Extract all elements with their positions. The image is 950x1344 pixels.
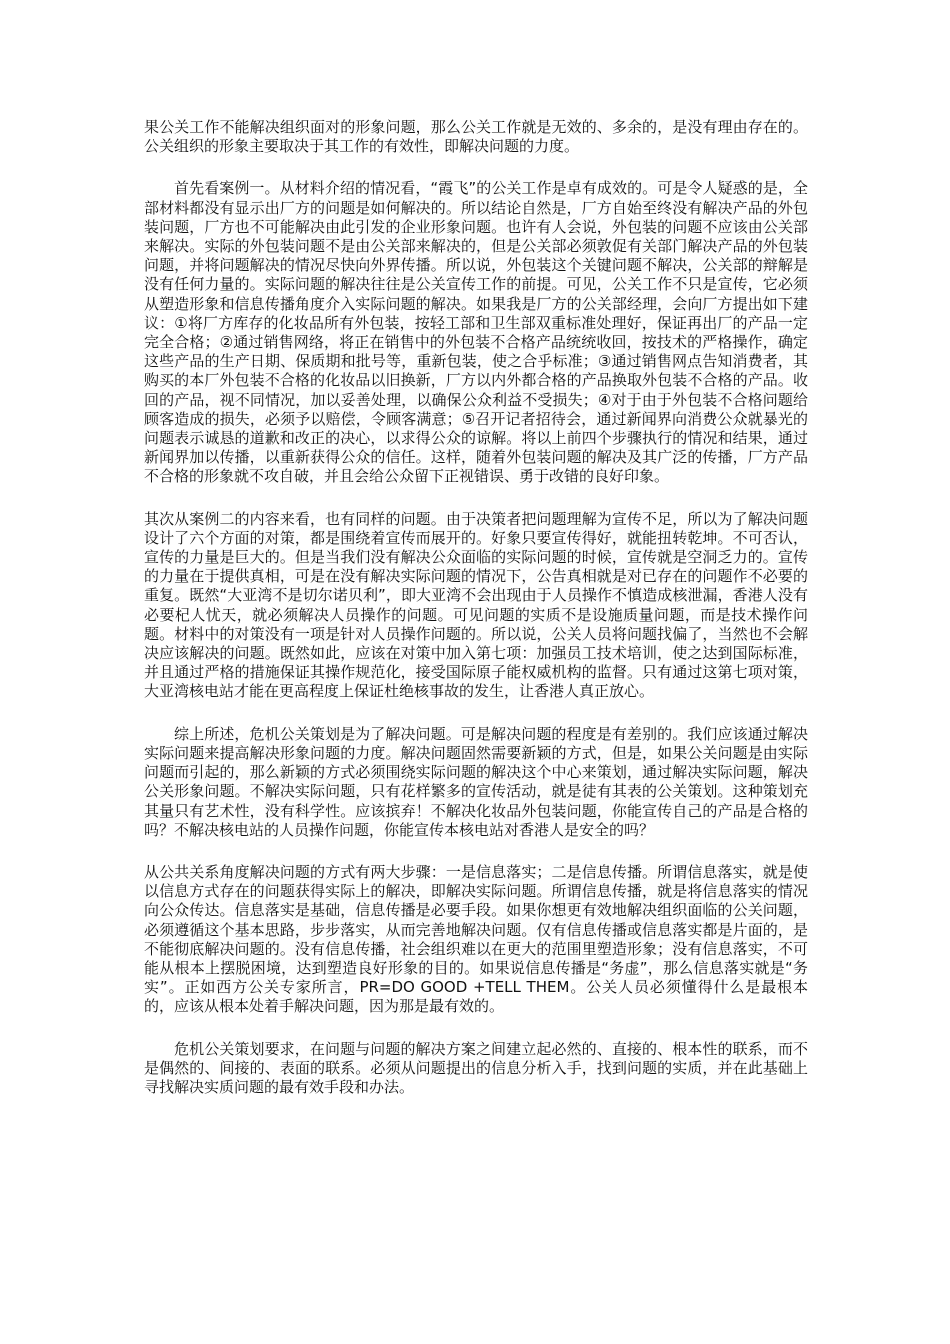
paragraph-1: 果公关工作不能解决组织面对的形象问题，那么公关工作就是无效的、多余的，是没有理由存在的。公关组织的形象主要取决于其工作的有效性，即解决问题的力度。 (144, 118, 808, 156)
paragraph-3: 其次从案例二的内容来看，也有同样的问题。由于决策者把问题理解为宣传不足，所以为了解决问题设计了六个方面的对策，都是围绕着宣传而展开的。好象只要宣传得好，就能扭转乾坤。不可否认，宣传的力量是巨大的。但是当我们没有解决公众面临的实际问题的时候，宣传就是空洞乏力的。宣传的力量在于提供真相，可是在没有解决实际问题的情况下，公告真相就是对已存在的问题作不必要的重复。既然“大亚湾不是切尔诺贝利”，即大亚湾不会出现由于人员操作不慎造成核泄漏，香港人没有必要杞人忧天，就必须解决人员操作的问题。可见问题的实质不是设施质量问题，而是技术操作问题。材料中的对策没有一项是针对人员操作问题的。所以说，公关人员将问题找偏了，当然也不会解决应该解决的问题。既然如此，应该在对策中加入第七项：加强员工技术培训，使之达到国际标准，并且通过严格的措施保证其操作规范化，接受国际原子能权威机构的监督。只有通过这第七项对策，大亚湾核电站才能在更高程度上保证杜绝核事故的发生，让香港人真正放心。 (144, 509, 808, 701)
paragraph-4: 综上所述，危机公关策划是为了解决问题。可是解决问题的程度是有差别的。我们应该通过解决实际问题来提高解决形象问题的力度。解决问题固然需要新颖的方式，但是，如果公关问题是由实际问题而引起的，那么新颖的方式必须围绕实际问题的解决这个中心来策划，通过解决实际问题，解决公关形象问题。不解决实际问题，只有花样繁多的宣传活动，就是徒有其表的公关策划。这种策划充其量只有艺术性，没有科学性。应该摈弃！不解决化妆品外包装问题，你能宣传自己的产品是合格的吗？不解决核电站的人员操作问题，你能宣传本核电站对香港人是安全的吗？ (144, 724, 808, 839)
paragraph-2: 首先看案例一。从材料介绍的情况看，“霞飞”的公关工作是卓有成效的。可是令人疑惑的是，全部材料都没有显示出厂方的问题是如何解决的。所以结论自然是，厂方自始至终没有解决产品的外包装问题，厂方也不可能解决由此引发的企业形象问题。也许有人会说，外包装的问题不应该由公关部来解决。实际的外包装问题不是由公关部来解决的，但是公关部必须敦促有关部门解决产品的外包装问题，并将问题解决的情况尽快向外界传播。所以说，外包装这个关键问题不解决，公关部的辩解是没有任何力量的。实际问题的解决往往是公关宣传工作的前提。可见，公关工作不只是宣传，它必须从塑造形象和信息传播角度介入实际问题的解决。如果我是厂方的公关部经理，会向厂方提出如下建议：①将厂方库存的化妆品所有外包装，按轻工部和卫生部双重标准处理好，保证再出厂的产品一定完全合格；②通过销售网络，将正在销售中的外包装不合格产品统统收回，按技术的严格操作，确定这些产品的生产日期、保质期和批号等，重新包装，使之合乎标准；③通过销售网点告知消费者，其购买的本厂外包装不合格的化妆品以旧换新，厂方以内外都合格的产品换取外包装不合格的产品。收回的产品，视不同情况，加以妥善处理，以确保公众利益不受损失；④对于由于外包装不合格问题给顾客造成的损失，必须予以赔偿，令顾客满意；⑤召开记者招待会，通过新闻界向消费公众就暴光的问题表示诚恳的道歉和改正的决心，以求得公众的谅解。将以上前四个步骤执行的情况和结果，通过新闻界加以传播，以重新获得公众的信任。这样，随着外包装问题的解决及其广泛的传播，厂方产品不合格的形象就不攻自破，并且会给公众留下正视错误、勇于改错的良好印象。 (144, 179, 808, 486)
paragraph-5: 从公共关系角度解决问题的方式有两大步骤：一是信息落实；二是信息传播。所谓信息落实，就是使以信息方式存在的问题获得实际上的解决，即解决实际问题。所谓信息传播，就是将信息落实的情况向公众传达。信息落实是基础，信息传播是必要手段。如果你想更有效地解决组织面临的公关问题，必须遵循这个基本思路，步步落实，从而完善地解决问题。仅有信息传播或信息落实都是片面的，是不能彻底解决问题的。没有信息传播，社会组织难以在更大的范围里塑造形象；没有信息落实，不可能从根本上摆脱困境，达到塑造良好形象的目的。如果说信息传播是“务虚”，那么信息落实就是“务实”。正如西方公关专家所言，PR=DO GOOD +TELL THEM。公关人员必须懂得什么是最根本的，应该从根本处着手解决问题，因为那是最有效的。 (144, 862, 808, 1016)
paragraph-6: 危机公关策划要求，在问题与问题的解决方案之间建立起必然的、直接的、根本性的联系，而不是偶然的、间接的、表面的联系。必须从问题提出的信息分析入手，找到问题的实质，并在此基础上寻找解决实质问题的最有效手段和办法。 (144, 1039, 808, 1096)
document-page (144, 118, 808, 1120)
